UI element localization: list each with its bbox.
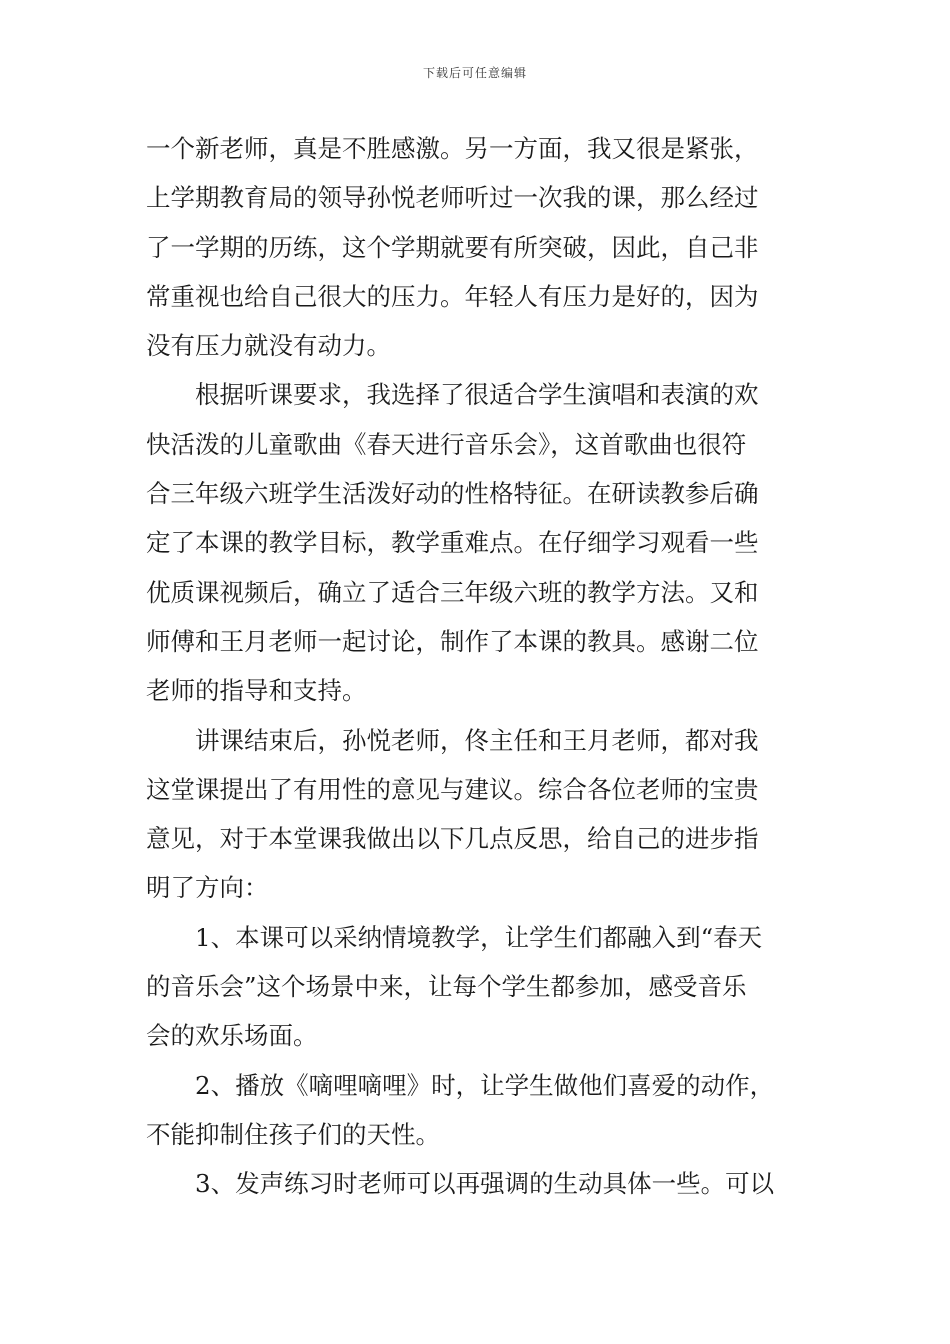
text-line: 讲课结束后，孙悦老师，佟主任和王月老师，都对我 xyxy=(146,725,759,755)
text-line: 合三年级六班学生活泼好动的性格特征。在研读教参后确 xyxy=(146,479,759,509)
text-line: 这堂课提出了有用性的意见与建议。综合各位老师的宝贵 xyxy=(146,774,759,804)
text-line: 定了本课的教学目标，教学重难点。在仔细学习观看一些 xyxy=(146,528,759,558)
text-line: 老师的指导和支持。 xyxy=(146,676,367,706)
text-line: 2、播放《嘀哩嘀哩》时，让学生做他们喜爱的动作， xyxy=(146,1070,775,1100)
text-line: 1、本课可以采纳情境教学，让学生们都融入到“春天 xyxy=(146,922,763,952)
text-line: 的音乐会”这个场景中来，让每个学生都参加，感受音乐 xyxy=(146,972,747,1002)
text-line: 明了方向： xyxy=(146,873,269,903)
text-line: 了一学期的历练，这个学期就要有所突破，因此，自己非 xyxy=(146,232,759,262)
text-line: 一个新老师，真是不胜感激。另一方面，我又很是紧张， xyxy=(146,134,759,163)
text-line: 不能抑制住孩子们的天性。 xyxy=(146,1119,440,1149)
page-header: 下载后可任意编辑 xyxy=(422,66,527,80)
text-line: 没有压力就没有动力。 xyxy=(146,331,391,361)
text-line: 意见，对于本堂课我做出以下几点反思，给自己的进步指 xyxy=(146,824,759,854)
text-line: 上学期教育局的领导孙悦老师听过一次我的课，那么经过 xyxy=(146,183,759,213)
text-line: 快活泼的儿童歌曲《春天进行音乐会》，这首歌曲也很符 xyxy=(146,429,747,459)
text-line: 师傅和王月老师一起讨论，制作了本课的教具。感谢二位 xyxy=(146,626,759,656)
text-line: 3、发声练习时老师可以再强调的生动具体一些。可以 xyxy=(146,1169,775,1199)
text-line: 根据听课要求，我选择了很适合学生演唱和表演的欢 xyxy=(146,380,759,410)
text-line: 优质课视频后，确立了适合三年级六班的教学方法。又和 xyxy=(146,577,759,607)
document-body xyxy=(146,124,806,1209)
text-line: 常重视也给自己很大的压力。年轻人有压力是好的，因为 xyxy=(146,281,759,311)
text-line: 会的欢乐场面。 xyxy=(146,1021,318,1051)
